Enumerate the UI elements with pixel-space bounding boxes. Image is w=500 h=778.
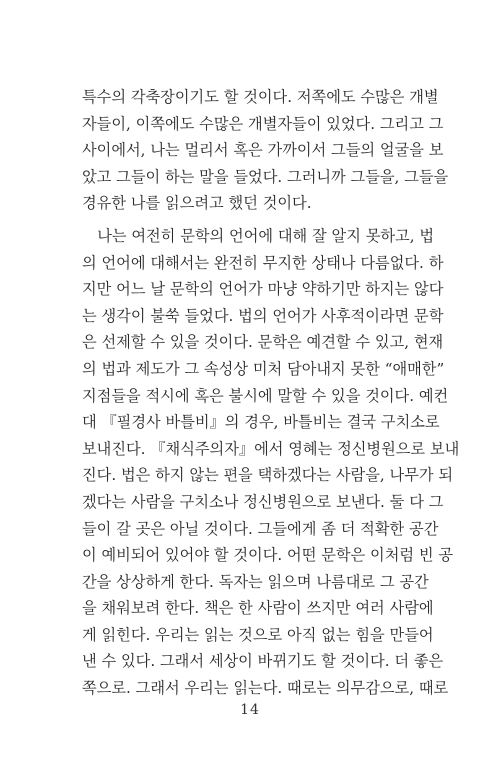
text-line: 지점들을 적시에 혹은 불시에 말할 수 있을 것이다. 예컨 [82, 386, 449, 405]
text-line: 을 채워보려 한다. 책은 한 사람이 쓰지만 여러 사람에 [82, 599, 434, 618]
text-line: 보내진다. 『채식주의자』에서 영혜는 정신병원으로 보내 [82, 439, 460, 458]
text-line: 나는 여전히 문학의 언어에 대해 잘 알지 못하고, 법 [82, 226, 435, 245]
text-line: 쪽으로. 그래서 우리는 읽는다. 때로는 의무감으로, 때로 [82, 679, 449, 698]
text-line: 의 언어에 대해서는 완전히 무지한 상태나 다름없다. 하 [82, 253, 444, 272]
text-line: 낸 수 있다. 그래서 세상이 바뀌기도 할 것이다. 더 좋은 [82, 652, 444, 671]
page-number: 14 [240, 702, 260, 718]
paragraph [82, 223, 460, 702]
text-line: 사이에서, 나는 멀리서 혹은 가까이서 그들의 얼굴을 보 [82, 141, 444, 160]
text-line: 았고 그들이 하는 말을 들었다. 그러니까 그들을, 그들을 [82, 167, 449, 186]
text-line: 들이 갈 곳은 아닐 것이다. 그들에게 좀 더 적확한 공간 [82, 519, 439, 538]
text-line: 경유한 나를 읽으려고 했던 것이다. [82, 194, 312, 213]
text-line: 자들이, 이쪽에도 수많은 개별자들이 있었다. 그리고 그 [82, 114, 444, 133]
paragraph [82, 84, 449, 217]
text-line: 는 생각이 불쑥 들었다. 법의 언어가 사후적이라면 문학 [82, 306, 444, 325]
text-line: 이 예비되어 있어야 할 것이다. 어떤 문학은 이처럼 빈 공 [82, 546, 454, 565]
text-line: 겠다는 사람을 구치소나 정신병원으로 보낸다. 둘 다 그 [82, 492, 444, 511]
text-line: 특수의 각축장이기도 할 것이다. 저쪽에도 수많은 개별 [82, 88, 439, 106]
text-line: 간을 상상하게 한다. 독자는 읽으며 나름대로 그 공간 [82, 572, 429, 591]
text-line: 게 읽힌다. 우리는 읽는 것으로 아직 없는 힘을 만들어 [82, 625, 434, 644]
text-line: 지만 어느 날 문학의 언어가 마냥 약하기만 하지는 않다 [82, 280, 444, 299]
text-line: 대 『필경사 바틀비』의 경우, 바틀비는 결국 구치소로 [82, 413, 440, 432]
text-line: 은 선제할 수 있을 것이다. 문학은 예견할 수 있고, 현재 [82, 333, 444, 352]
body-text [82, 84, 460, 702]
text-line: 진다. 법은 하지 않는 편을 택하겠다는 사람을, 나무가 되 [82, 466, 454, 485]
text-line: 의 법과 제도가 그 속성상 미처 담아내지 못한 “애매한” [82, 359, 445, 378]
